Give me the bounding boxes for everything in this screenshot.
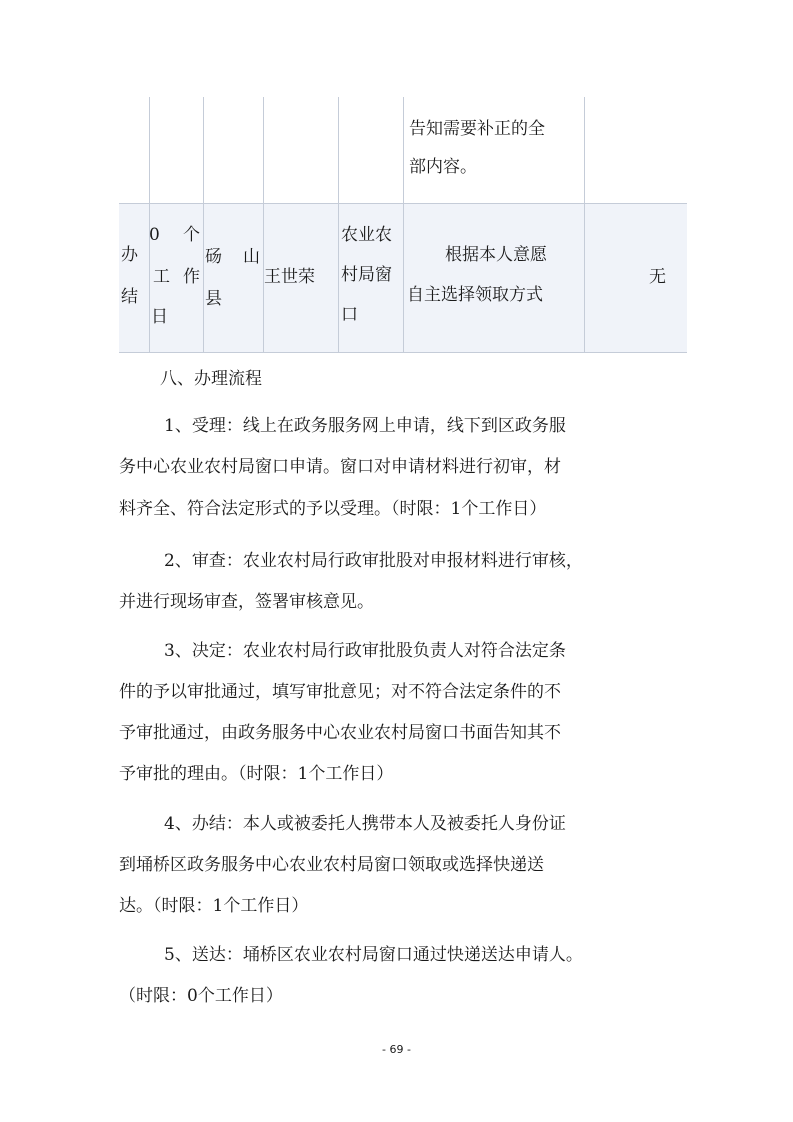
paragraph-line: 4、办结：本人或被委托人携带本人及被委托人身份证 (164, 814, 566, 834)
paragraph-line: 件的予以审批通过，填写审批意见；对不符合法定条件的不 (119, 682, 561, 702)
approval-table (119, 97, 687, 353)
paragraph-line: 5、送达：埇桥区农业农村局窗口通过快递送达申请人。 (164, 945, 583, 965)
table-cell-location: 砀 山 县 (205, 247, 260, 309)
paragraph-line: 料齐全、符合法定形式的予以受理。（时限：1个工作日） (119, 499, 547, 519)
table-cell-department: 农业农 村局窗 口 (341, 225, 392, 325)
table-row-continued: 告知需要补正的全 部内容。 (119, 97, 687, 203)
paragraph-line: 2、审查：农业农村局行政审批股对申报材料进行审核， (164, 551, 583, 571)
section-heading: 八、办理流程 (160, 369, 262, 389)
paragraph-line: （时限：0个工作日） (119, 986, 283, 1006)
paragraph-line: 3、决定：农业农村局行政审批股负责人对符合法定条 (164, 641, 566, 661)
paragraph-line: 务中心农业农村局窗口申请。窗口对申请材料进行初审，材 (119, 457, 561, 477)
table-cell-person: 王世荣 (264, 267, 315, 287)
table-cell-fee: 无 (649, 267, 666, 287)
page-number: - 69 - (382, 1043, 411, 1056)
paragraph-line: 达。（时限：1个工作日） (119, 896, 309, 916)
paragraph-line: 予审批通过，由政务服务中心农业农村局窗口书面告知其不 (119, 723, 561, 743)
table-cell-time-limit: 0 个 工 作 日 (149, 225, 200, 327)
table-cell-standard: 根据本人意愿 自主选择领取方式 (407, 245, 547, 305)
table-cell-stage: 办 结 (121, 245, 138, 307)
paragraph-line: 予审批的理由。（时限：1个工作日） (119, 764, 394, 784)
table-row-banjie (119, 203, 687, 353)
paragraph-line: 到埇桥区政务服务中心农业农村局窗口领取或选择快递送 (119, 855, 544, 875)
paragraph-line: 1、受理：线上在政务服务网上申请，线下到区政务服 (164, 416, 566, 436)
paragraph-line: 并进行现场审查，签署审核意见。 (119, 592, 374, 612)
